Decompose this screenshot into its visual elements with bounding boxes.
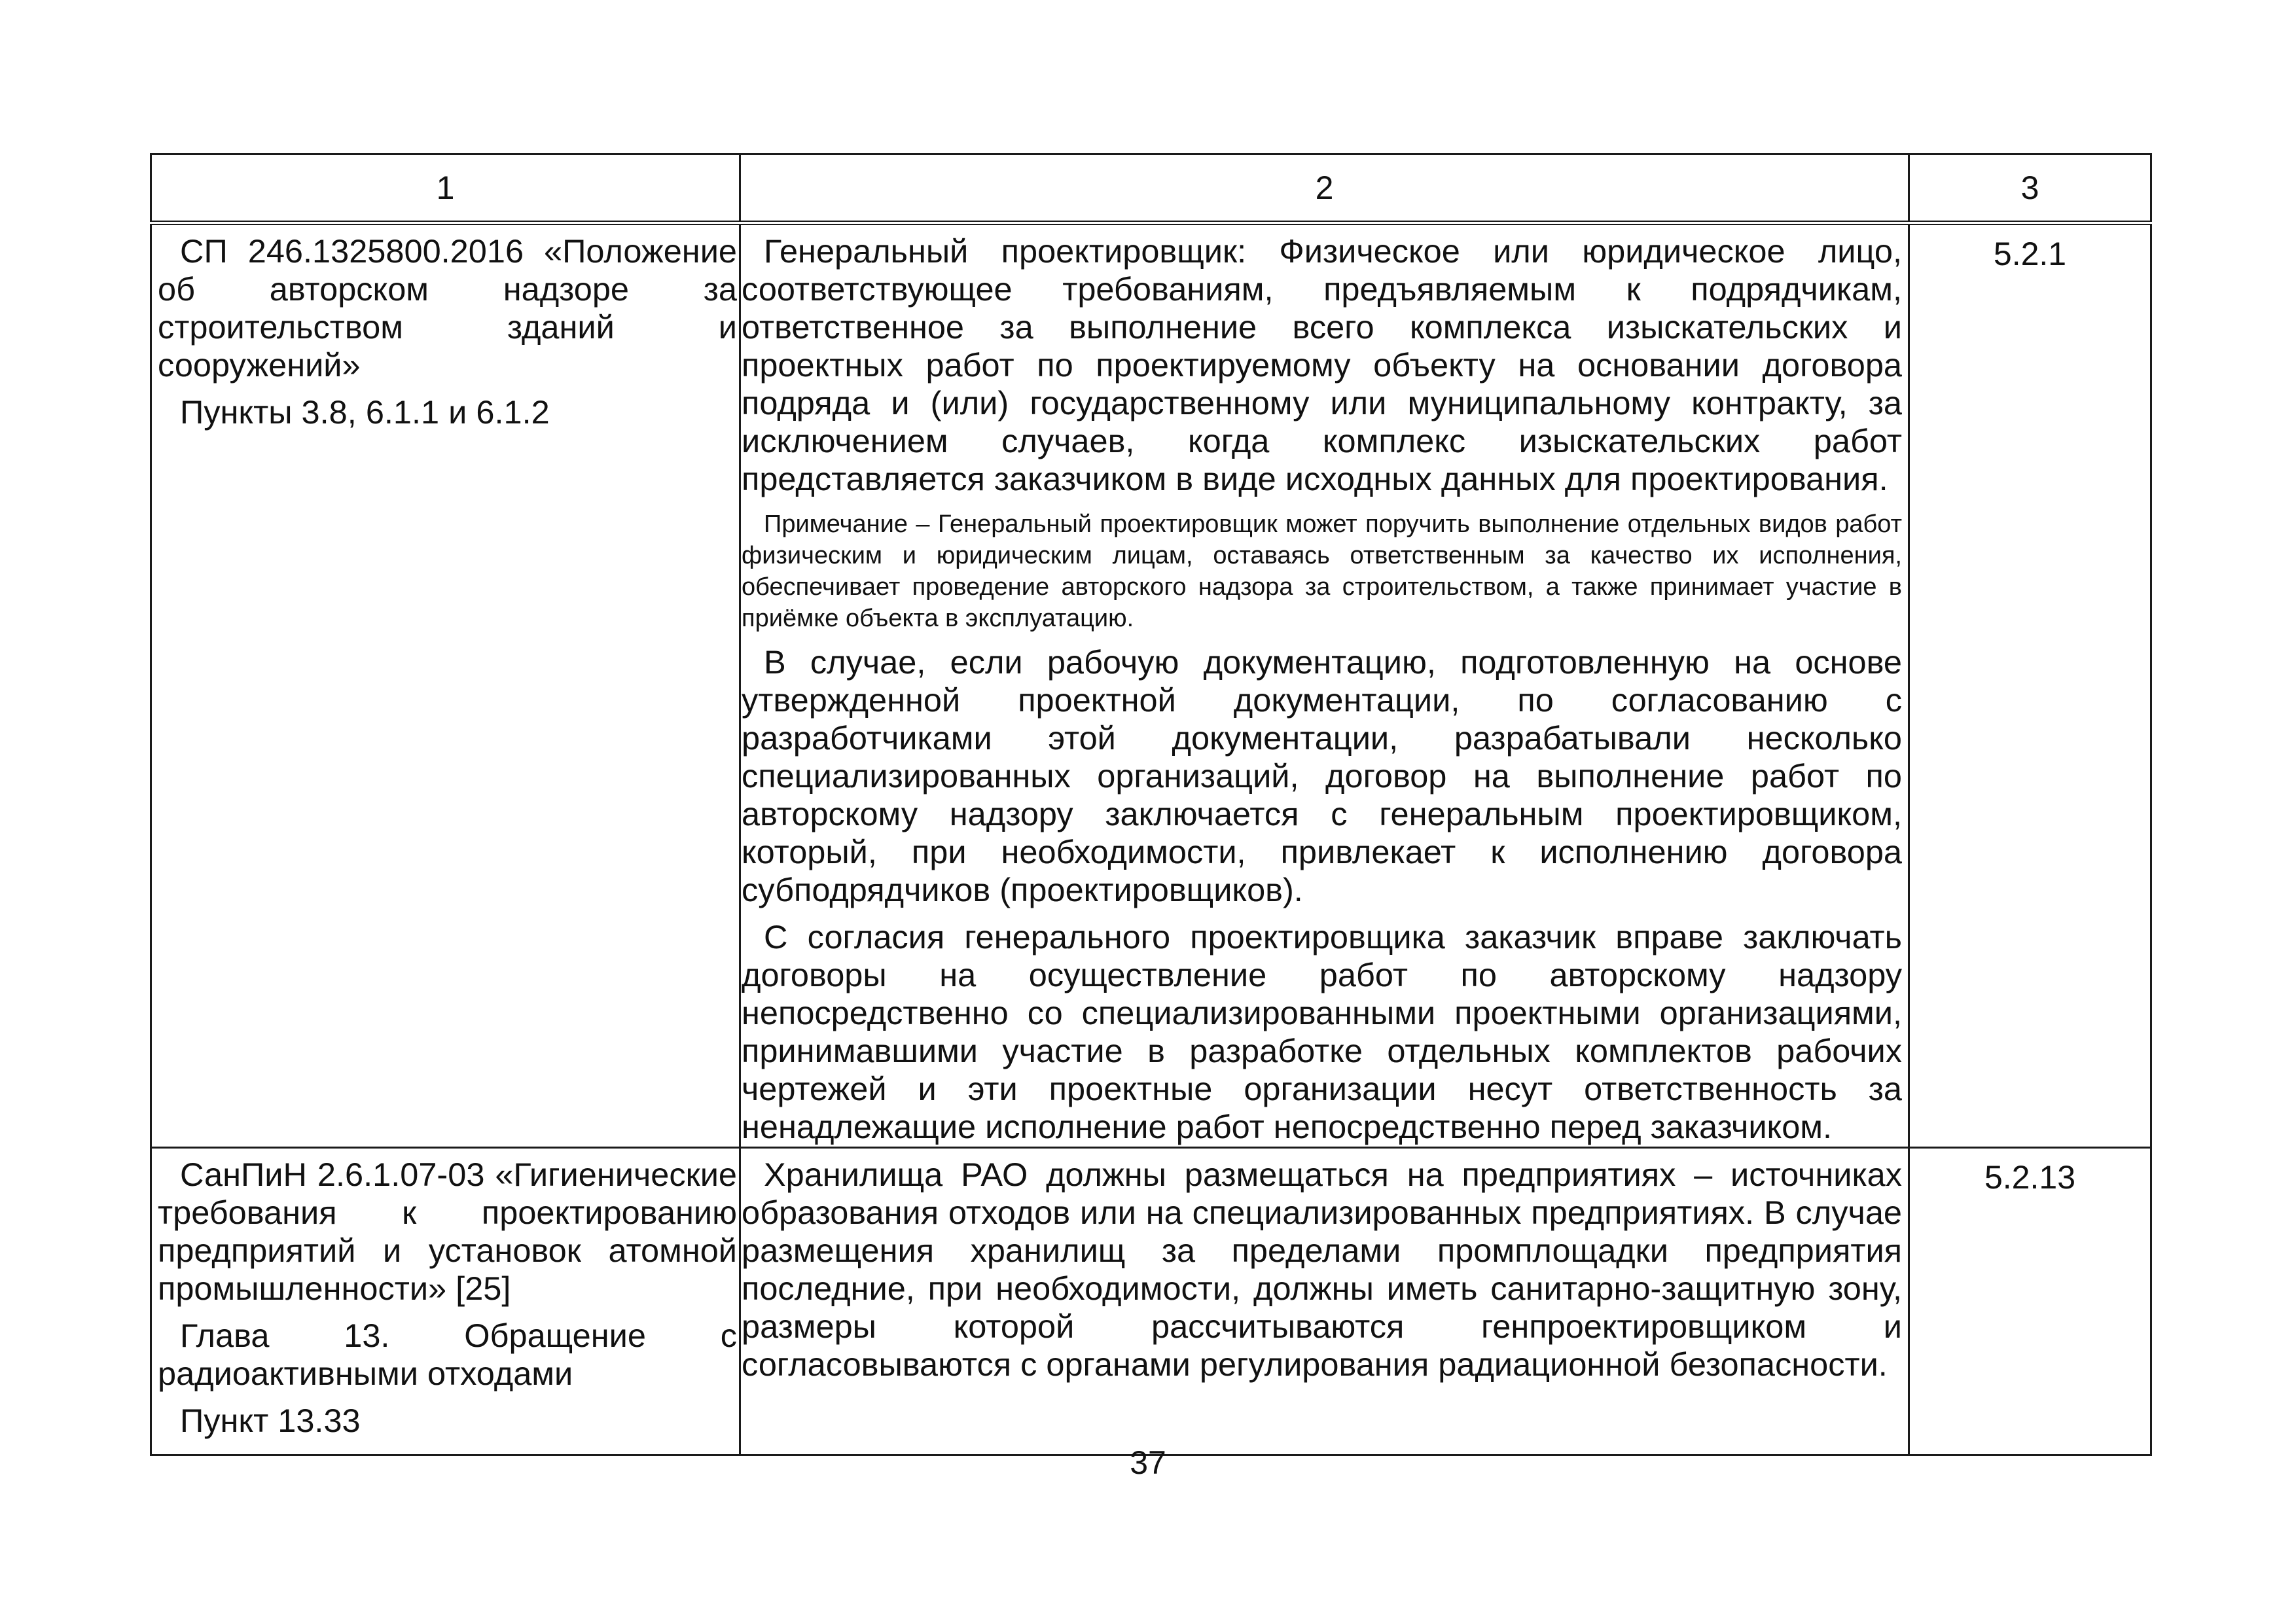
table-header-row: [151, 154, 2151, 223]
reference-number: 5.2.1: [1993, 236, 2067, 272]
requirement-cell: [740, 1148, 1909, 1455]
requirements-table: [150, 153, 2152, 1456]
requirement-paragraph: В случае, если рабочую документацию, подготовленную на основе утвержденной проектной документации, по согласованию с разработчиками этой документации, разрабатывали несколько специализированных организаций, договор на выполнение работ по авторскому надзору заключается с генеральным проектировщиком, который, при необходимости, привлекает к исполнению договора субподрядчиков (проектировщиков).: [742, 643, 1902, 908]
reference-cell: [1909, 223, 2151, 1148]
source-cell: [151, 223, 740, 1148]
source-document: СП 246.1325800.2016 «Положение об авторском надзоре за строительством зданий и сооружений»: [158, 232, 737, 383]
source-chapter: Глава 13. Обращение с радиоактивными отходами: [158, 1317, 737, 1392]
column-header-1: 1: [151, 154, 740, 223]
column-header-3: 3: [1909, 154, 2151, 223]
requirement-paragraph: Хранилища РАО должны размещаться на предприятиях – источниках образования отходов или на специализированных предприятиях. В случае размещения хранилищ за пределами промплощадки предприятия последние, при необходимости, должны иметь санитарно-защитную зону, размеры которой рассчитываются генпроектировщиком и согласовываются с органами регулирования радиационной безопасности.: [742, 1156, 1902, 1383]
table-row: [151, 223, 2151, 1148]
source-cell: [151, 1148, 740, 1455]
reference-cell: [1909, 1148, 2151, 1455]
page-number: 37: [1130, 1444, 1166, 1481]
source-document: СанПиН 2.6.1.07-03 «Гигиенические требования к проектированию предприятий и установок атомной промышленности» [25]: [158, 1156, 737, 1307]
requirement-paragraph: Генеральный проектировщик: Физическое или юридическое лицо, соответствующее требованиям, предъявляемым к подрядчикам, ответственное за выполнение всего комплекса изыскательских и проектных работ по проектируемому объекту на основании договора подряда и (или) государственному или муниципальному контракту, за исключением случаев, когда комплекс изыскательских работ представляется заказчиком в виде исходных данных для проектирования.: [742, 232, 1902, 497]
requirement-note: Примечание – Генеральный проектировщик может поручить выполнение отдельных видов работ физическим и юридическим лицам, оставаясь ответственным за качество их исполнения, обеспечивает проведение авторского надзора за строительством, а также принимает участие в приёмке объекта в эксплуатацию.: [742, 510, 1902, 632]
reference-number: 5.2.13: [1984, 1159, 2075, 1196]
source-clauses: Пункты 3.8, 6.1.1 и 6.1.2: [180, 393, 550, 431]
requirement-paragraph: С согласия генерального проектировщика заказчик вправе заключать договоры на осуществление работ по авторскому надзору непосредственно со специализированными проектными организациями, принимавшими участие в разработке отдельных комплектов рабочих чертежей и эти проектные организации несут ответственность за ненадлежащие исполнение работ непосредственно перед заказчиком.: [742, 918, 1902, 1145]
source-clauses: Пункт 13.33: [180, 1402, 361, 1439]
requirement-cell: [740, 223, 1909, 1148]
table-row: [151, 1148, 2151, 1455]
column-header-2: 2: [740, 154, 1909, 223]
